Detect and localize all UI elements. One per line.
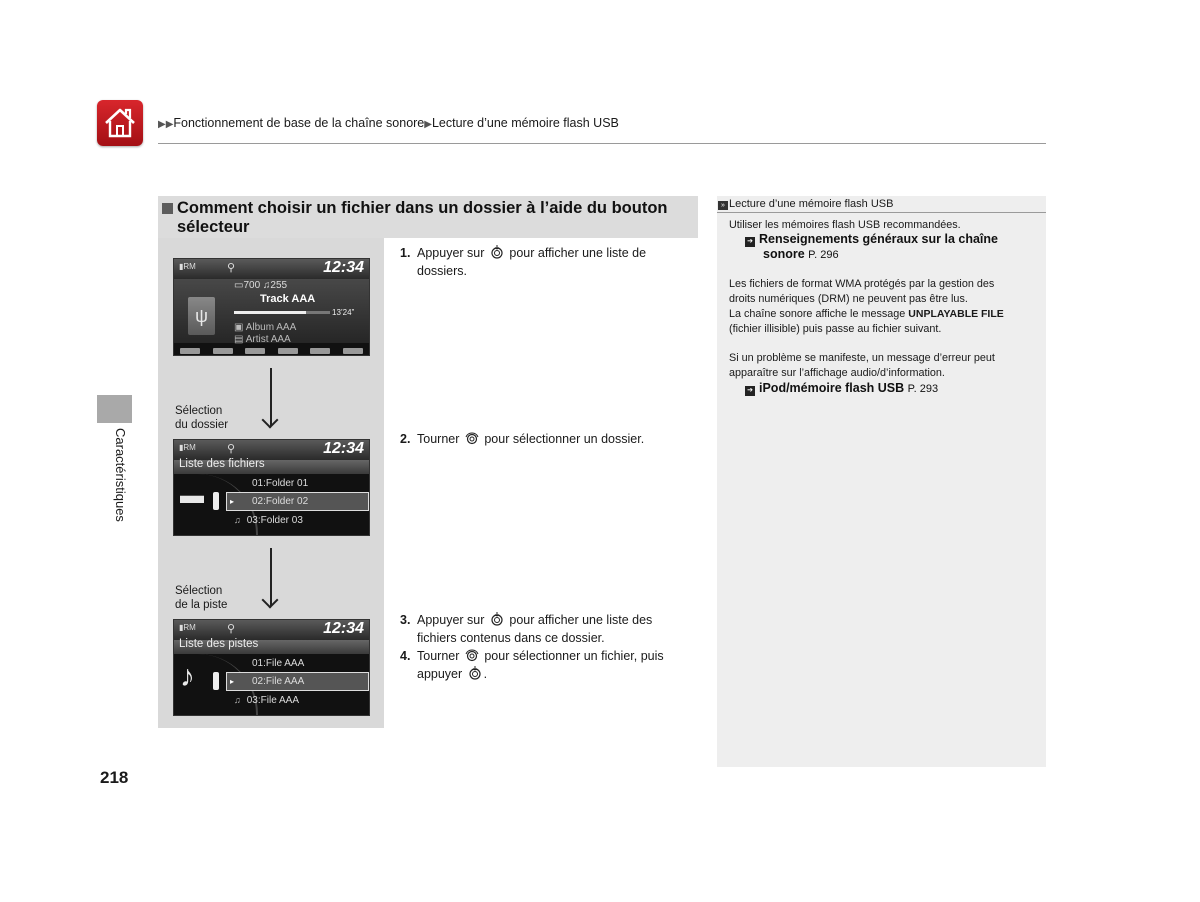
folder-track-counts: ▭700 ♫255 <box>234 280 288 291</box>
list-item: 01:Folder 01 <box>252 478 309 489</box>
breadcrumb <box>158 116 619 130</box>
note-header: » Lecture d’une mémoire flash USB <box>717 196 1046 213</box>
softkey-6 <box>343 348 363 354</box>
softkey-bar <box>174 345 369 356</box>
selector-knob-rotate-icon <box>465 648 479 662</box>
softkey-1 <box>180 348 200 354</box>
progress-bar <box>234 311 330 314</box>
track-name: Track AAA <box>260 293 316 305</box>
list-item-selected: ▸ 02:File AAA <box>226 672 369 691</box>
selector-knob-press-icon <box>468 666 482 680</box>
note-paragraph-1: Utiliser les mémoires flash USB recommandées. <box>729 219 961 231</box>
breadcrumb-current: Lecture d’une mémoire flash USB <box>431 116 619 130</box>
step-4: 4. Tourner pour sélectionner un fichier, puis appuyer . <box>400 649 664 681</box>
album-name: ▣ Album AAA <box>234 322 297 333</box>
page-number: 218 <box>100 768 129 787</box>
folder-icon: ▬ <box>180 482 204 509</box>
elapsed-time: 13’24” <box>332 308 355 317</box>
music-note-icon: ♪ <box>180 660 195 693</box>
chapter-tab[interactable] <box>97 395 132 423</box>
down-arrow-icon <box>262 368 280 430</box>
section-heading <box>158 196 698 238</box>
link-arrow-icon: ➔ <box>745 237 755 247</box>
softkey-2 <box>213 348 233 354</box>
down-arrow-icon <box>262 548 280 610</box>
selector-knob-press-icon <box>490 245 504 259</box>
audio-screen-folder-list <box>173 439 370 536</box>
header-divider <box>158 143 1046 144</box>
breadcrumb-separator-icon: ▶ <box>424 119 432 130</box>
section-marker-icon <box>162 203 173 214</box>
softkey-4 <box>278 348 298 354</box>
list-title: Liste des fichiers <box>179 458 265 470</box>
caption-track-selection: Sélection de la piste <box>175 585 228 611</box>
step-2: 2. Tourner pour sélectionner un dossier. <box>400 432 645 446</box>
step-3: 3. Appuyer sur pour afficher une liste des fichiers contenus dans ce dossier. <box>400 613 653 645</box>
breadcrumb-arrow-icon: ▶▶ <box>158 119 174 130</box>
list-item: 01:File AAA <box>252 658 305 669</box>
usb-icon: ⚲ <box>227 623 236 635</box>
list-scroll-thumb <box>213 492 219 510</box>
home-icon <box>102 105 138 141</box>
list-title: Liste des pistes <box>179 638 259 650</box>
signal-icon: ▮RM <box>179 443 196 452</box>
list-scroll-thumb <box>213 672 219 690</box>
usb-icon: ⚲ <box>227 443 236 455</box>
usb-icon: ⚲ <box>227 262 236 274</box>
chapter-label: Caractéristiques <box>113 428 128 522</box>
link-general-audio-info[interactable]: ➔ Renseignements généraux sur la chaîne sonore P. 296 <box>745 232 1035 263</box>
note-marker-icon: » <box>718 201 728 210</box>
signal-icon: ▮RM <box>179 623 196 632</box>
audio-screen-player <box>173 258 370 356</box>
home-button[interactable] <box>97 100 143 146</box>
note-paragraph-3: Si un problème se manifeste, un message d’erreur peut apparaître sur l’affichage audio/d’information. <box>729 352 995 379</box>
music-note-icon: ♫ <box>234 515 241 525</box>
note-paragraph-2: Les fichiers de format WMA protégés par la gestion des droits numériques (DRM) ne peuvent pas être lus. La chaîne sonore affiche le message UNPLAYABLE FILE (fichier illisible) puis passe au fichier suivant. <box>729 278 1004 335</box>
selector-knob-rotate-icon <box>465 431 479 445</box>
progress-fill <box>234 311 306 314</box>
link-arrow-icon: ➔ <box>745 386 755 396</box>
artist-name: ▤ Artist AAA <box>234 334 291 345</box>
screen-clock: 12:34 <box>323 259 364 276</box>
list-item-selected: ▸ 02:Folder 02 <box>226 492 369 511</box>
signal-icon: ▮RM <box>179 262 196 271</box>
list-item: ♫ 03:File AAA <box>234 695 300 706</box>
step-1: 1. Appuyer sur pour afficher une liste de dossiers. <box>400 246 647 278</box>
selector-knob-press-icon <box>490 612 504 626</box>
audio-screen-track-list <box>173 619 370 716</box>
usb-device-icon: ψ <box>188 297 215 335</box>
screen-clock: 12:34 <box>323 620 364 637</box>
screen-clock: 12:34 <box>323 440 364 457</box>
breadcrumb-link-audio[interactable]: Fonctionnement de base de la chaîne sonore <box>173 116 425 130</box>
softkey-3 <box>245 348 265 354</box>
section-title: Comment choisir un fichier dans un dossier à l’aide du bouton sélecteur <box>177 199 668 236</box>
link-ipod-usb[interactable]: ➔ iPod/mémoire flash USB P. 293 <box>745 381 1035 397</box>
softkey-5 <box>310 348 330 354</box>
list-item: ♫ 03:Folder 03 <box>234 515 303 526</box>
music-note-icon: ♫ <box>234 695 241 705</box>
caption-folder-selection: Sélection du dossier <box>175 405 229 431</box>
